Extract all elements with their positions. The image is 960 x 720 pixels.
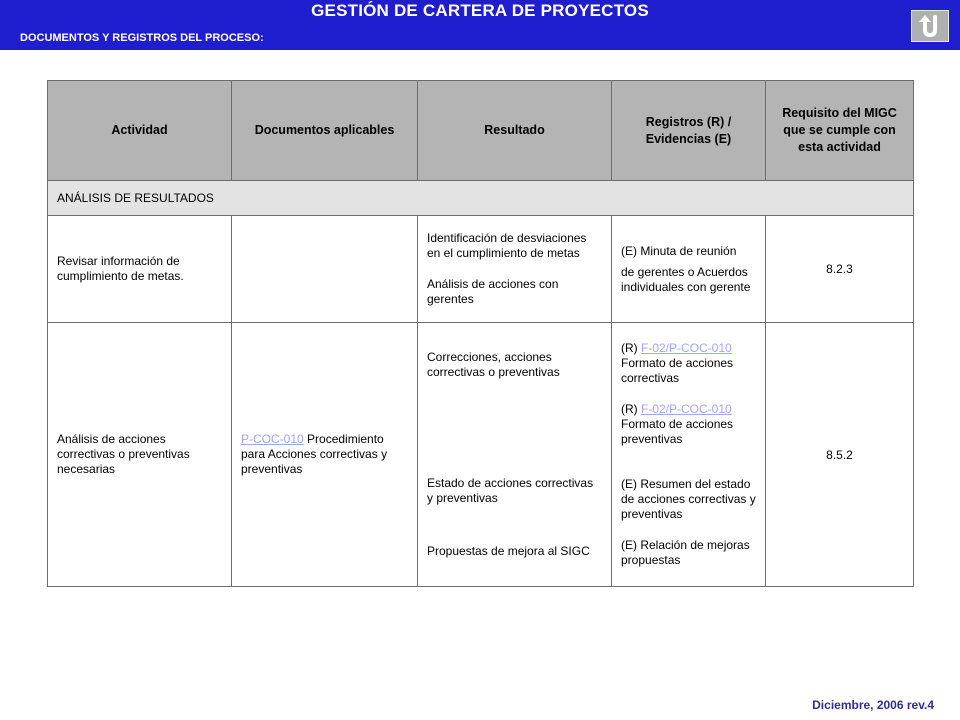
section-row xyxy=(48,181,914,216)
cell-actividad: Revisar información de cumplimiento de metas. xyxy=(48,216,232,323)
registro-text: de gerentes o Acuerdos individuales con gerente xyxy=(621,264,751,294)
column-header-actividad: Actividad xyxy=(48,81,232,181)
column-header-documentos: Documentos aplicables xyxy=(232,81,418,181)
resultado-text: Correcciones, acciones correctivas o preventivas xyxy=(427,350,560,379)
u-turn-arrow-icon xyxy=(912,11,948,41)
table-row xyxy=(48,323,914,587)
table-row xyxy=(48,216,914,323)
cell-actividad: Análisis de acciones correctivas o preventivas necesarias xyxy=(48,323,232,587)
registro-text: (E) Resumen del estado de acciones correctivas y preventivas xyxy=(621,477,756,521)
registro-prefix: (R) xyxy=(621,402,641,416)
cell-documentos xyxy=(232,216,418,323)
section-title: ANÁLISIS DE RESULTADOS xyxy=(48,181,914,216)
resultado-text: Estado de acciones correctivas y preventivas xyxy=(427,476,594,505)
cell-requisito: 8.5.2 xyxy=(766,323,914,587)
registro-text: Formato de acciones correctivas xyxy=(621,356,734,385)
registro-text: (E) Relación de mejoras propuestas xyxy=(621,538,750,567)
page-subtitle: DOCUMENTOS Y REGISTROS DEL PROCESO: xyxy=(20,32,264,44)
resultado-text: Propuestas de mejora al SIGC xyxy=(427,544,590,558)
resultado-text: Identificación de desviaciones en el cumplimiento de metas xyxy=(427,231,587,260)
footer-date: Diciembre, 2006 rev.4 xyxy=(812,698,934,712)
cell-registros xyxy=(612,323,766,587)
resultado-text: Análisis de acciones con gerentes xyxy=(427,277,559,306)
process-documents-table xyxy=(47,80,914,587)
procedure-link[interactable]: P-COC-010 xyxy=(241,432,304,446)
cell-documentos xyxy=(232,323,418,587)
registro-text: Formato de acciones preventivas xyxy=(621,417,734,446)
page-title: GESTIÓN DE CARTERA DE PROYECTOS xyxy=(311,1,649,20)
back-button[interactable] xyxy=(911,10,949,42)
header-bar xyxy=(0,0,960,50)
cell-registros xyxy=(612,216,766,323)
form-link-correctivas[interactable]: F-02/P-COC-010 xyxy=(641,341,732,355)
cell-resultado xyxy=(418,216,612,323)
form-link-preventivas[interactable]: F-02/P-COC-010 xyxy=(641,402,732,416)
cell-requisito: 8.2.3 xyxy=(766,216,914,323)
procedure-text: Procedimiento para Acciones correctivas y preventivas xyxy=(241,432,388,476)
column-header-registros: Registros (R) / Evidencias (E) xyxy=(612,81,766,181)
registro-prefix: (R) xyxy=(621,341,641,355)
cell-resultado xyxy=(418,323,612,587)
column-header-resultado: Resultado xyxy=(418,81,612,181)
table-header-row xyxy=(48,81,914,181)
column-header-requisito: Requisito del MIGC que se cumple con esta actividad xyxy=(766,81,914,181)
registro-text: (E) Minuta de reunión xyxy=(621,243,737,258)
